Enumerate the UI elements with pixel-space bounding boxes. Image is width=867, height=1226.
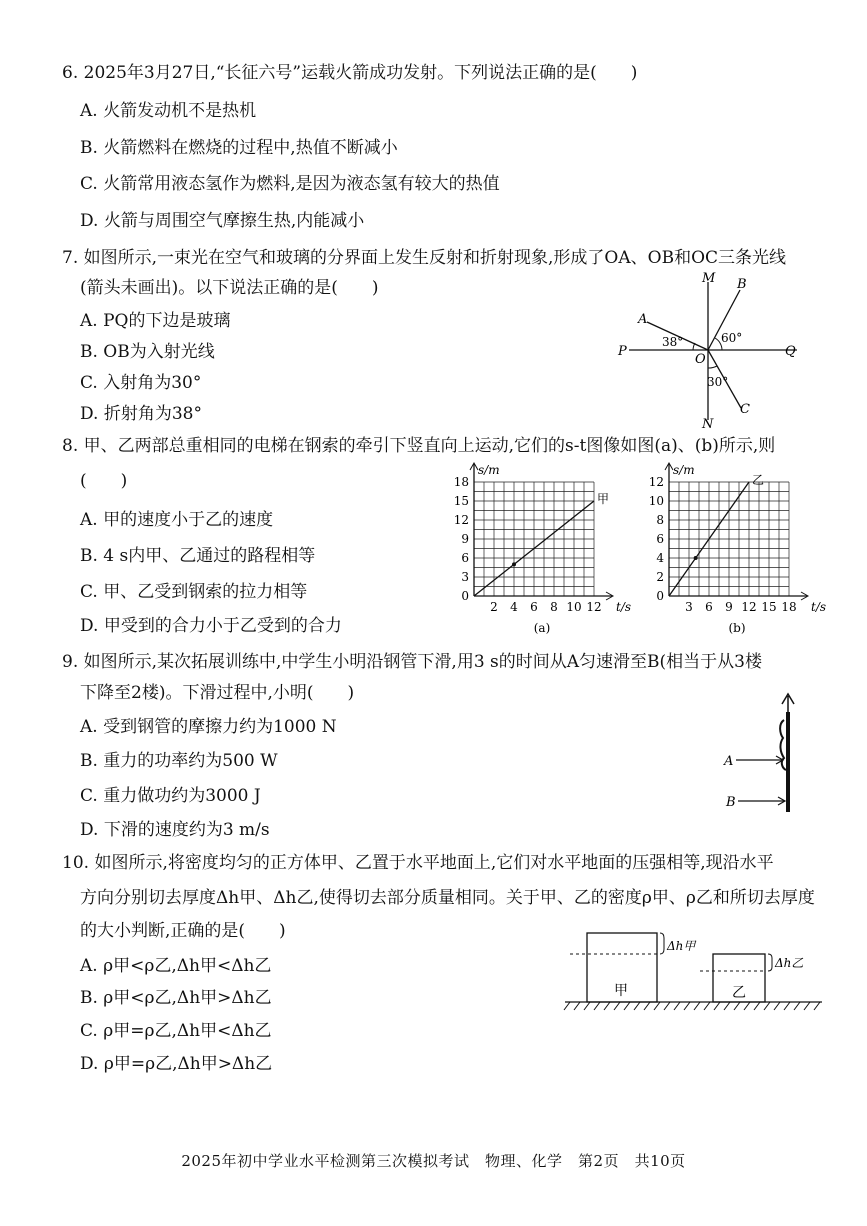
q6-option-b: B. 火箭燃料在燃烧的过程中,热值不断减小 — [80, 138, 398, 158]
q7-stem-line1: 7. 如图所示,一束光在空气和玻璃的分界面上发生反射和折射现象,形成了OA、OB和OC三条光线 — [62, 248, 787, 268]
x-tick-label: 2 — [490, 600, 498, 614]
y-tick-label: 6 — [656, 532, 664, 546]
label-yi: 乙 — [732, 985, 746, 1001]
y-tick-label: 8 — [656, 513, 664, 527]
hatch-mark — [724, 1002, 730, 1010]
hatch-mark — [604, 1002, 610, 1010]
hatch-mark — [574, 1002, 580, 1010]
y-axis-label: s/m — [478, 463, 500, 477]
q8-option-b: B. 4 s内甲、乙通过的路程相等 — [80, 546, 316, 566]
label-dh-yi: Δh乙 — [775, 956, 804, 970]
chart-caption: (a) — [533, 621, 551, 635]
q6-stem: 6. 2025年3月27日,“长征六号”运载火箭成功发射。下列说法正确的是( ) — [62, 63, 638, 83]
q9-stem-line2: 下降至2楼)。下滑过程中,小明( ) — [80, 683, 355, 703]
x-axis-label: t/s — [616, 600, 632, 614]
chart-grid — [474, 482, 594, 596]
hatch-mark — [684, 1002, 690, 1010]
hatch-mark — [594, 1002, 600, 1010]
angle-60-label: 60° — [721, 331, 743, 345]
hatch-mark — [814, 1002, 820, 1010]
y-tick-label: 4 — [656, 551, 664, 565]
x-tick-label: 10 — [566, 600, 582, 614]
q9-option-c: C. 重力做功约为3000 J — [80, 786, 261, 806]
label-b: B — [737, 277, 747, 292]
q6-option-a: A. 火箭发动机不是热机 — [80, 101, 257, 121]
origin-label: 0 — [461, 589, 469, 603]
q7-option-c: C. 入射角为30° — [80, 373, 202, 393]
q8-stem-line1: 8. 甲、乙两部总重相同的电梯在钢索的牵引下竖直向上运动,它们的s-t图像如图(a)、(b)所示,则 — [62, 436, 776, 456]
series-point — [512, 562, 516, 566]
hatch-mark — [704, 1002, 710, 1010]
q9-option-b: B. 重力的功率约为500 W — [80, 751, 278, 771]
ground-hatch — [564, 1002, 820, 1010]
chart-a — [440, 462, 632, 644]
x-tick-label: 4 — [510, 600, 518, 614]
x-tick-label: 8 — [550, 600, 558, 614]
q10-stem-line2: 方向分别切去厚度Δh甲、Δh乙,使得切去部分质量相同。关于甲、乙的密度ρ甲、ρ乙和所切去厚度 — [80, 888, 815, 908]
q8-option-c: C. 甲、乙受到钢索的拉力相等 — [80, 582, 308, 602]
q8-stem-line2: ( ) — [80, 471, 128, 491]
x-tick-label: 9 — [725, 600, 733, 614]
hatch-mark — [794, 1002, 800, 1010]
x-tick-label: 3 — [685, 600, 693, 614]
label-point-a: A — [724, 754, 734, 769]
page-footer: 2025年初中学业水平检测第三次模拟考试 物理、化学 第2页 共10页 — [181, 1152, 686, 1170]
x-tick-label: 6 — [530, 600, 538, 614]
label-point-b: B — [726, 795, 736, 810]
label-m: M — [702, 271, 716, 286]
hatch-mark — [624, 1002, 630, 1010]
series-point — [694, 556, 698, 560]
hatch-mark — [744, 1002, 750, 1010]
brace-jia — [660, 933, 664, 954]
y-tick-label: 10 — [648, 494, 664, 508]
label-jia: 甲 — [614, 983, 628, 999]
q7-stem-line2: (箭头未画出)。以下说法正确的是( ) — [80, 278, 379, 298]
up-arrow-icon — [782, 694, 794, 712]
q9-stem-line1: 9. 如图所示,某次拓展训练中,中学生小明沿钢管下滑,用3 s的时间从A匀速滑至B(相当于从3楼 — [62, 652, 762, 672]
y-tick-label: 18 — [453, 475, 469, 489]
q8-option-a: A. 甲的速度小于乙的速度 — [80, 510, 274, 530]
label-p: P — [618, 344, 627, 359]
q7-option-a: A. PQ的下边是玻璃 — [80, 311, 231, 331]
x-tick-label: 15 — [761, 600, 777, 614]
hatch-mark — [784, 1002, 790, 1010]
y-tick-label: 2 — [656, 570, 664, 584]
y-tick-label: 3 — [461, 570, 469, 584]
y-tick-label: 6 — [461, 551, 469, 565]
label-q: Q — [785, 344, 796, 359]
chart-grid — [669, 482, 789, 596]
hatch-mark — [614, 1002, 620, 1010]
hatch-mark — [774, 1002, 780, 1010]
x-tick-label: 12 — [741, 600, 757, 614]
hatch-mark — [654, 1002, 660, 1010]
hatch-mark — [694, 1002, 700, 1010]
q6-option-c: C. 火箭常用液态氢作为燃料,是因为液态氢有较大的热值 — [80, 174, 500, 194]
person-silhouette-icon — [780, 720, 786, 770]
angle-30-label: 30° — [707, 375, 729, 389]
hatch-mark — [664, 1002, 670, 1010]
x-tick-label: 18 — [781, 600, 797, 614]
y-tick-label: 12 — [648, 475, 664, 489]
label-c: C — [740, 402, 750, 417]
q10-stem-line3: 的大小判断,正确的是( ) — [80, 921, 286, 941]
q10-option-a: A. ρ甲<ρ乙,Δh甲<Δh乙 — [80, 956, 272, 976]
hatch-mark — [804, 1002, 810, 1010]
q6-option-d: D. 火箭与周围空气摩擦生热,内能减小 — [80, 211, 365, 231]
y-tick-label: 12 — [453, 513, 469, 527]
q9-option-a: A. 受到钢管的摩擦力约为1000 N — [80, 717, 337, 737]
label-dh-jia: Δh甲 — [667, 939, 696, 953]
q10-stem-line1: 10. 如图所示,将密度均匀的正方体甲、乙置于水平地面上,它们对水平地面的压强相等,现沿水平 — [62, 853, 774, 873]
origin-label: 0 — [656, 589, 664, 603]
q7-optics-figure — [615, 268, 805, 432]
hatch-mark — [564, 1002, 570, 1010]
q8-option-d: D. 甲受到的合力小于乙受到的合力 — [80, 616, 342, 636]
hatch-mark — [764, 1002, 770, 1010]
series-name-label: 乙 — [752, 473, 765, 487]
y-tick-label: 9 — [461, 532, 469, 546]
hatch-mark — [634, 1002, 640, 1010]
x-axis-label: t/s — [811, 600, 827, 614]
x-tick-label: 6 — [705, 600, 713, 614]
q10-option-d: D. ρ甲=ρ乙,Δh甲>Δh乙 — [80, 1054, 273, 1074]
hatch-mark — [714, 1002, 720, 1010]
arc-30 — [708, 366, 717, 368]
q10-cubes-figure — [560, 925, 830, 1019]
hatch-mark — [674, 1002, 680, 1010]
hatch-mark — [644, 1002, 650, 1010]
steel-pole — [786, 712, 790, 812]
q7-option-d: D. 折射角为38° — [80, 404, 202, 424]
q10-option-c: C. ρ甲=ρ乙,Δh甲<Δh乙 — [80, 1021, 272, 1041]
chart-caption: (b) — [728, 621, 746, 635]
y-tick-label: 15 — [453, 494, 469, 508]
brace-yi — [768, 954, 772, 971]
chart-b — [635, 462, 827, 644]
hatch-mark — [734, 1002, 740, 1010]
q7-option-b: B. OB为入射光线 — [80, 342, 215, 362]
y-axis-label: s/m — [673, 463, 695, 477]
q9-pole-figure — [720, 690, 810, 824]
q10-option-b: B. ρ甲<ρ乙,Δh甲>Δh乙 — [80, 988, 272, 1008]
series-name-label: 甲 — [597, 492, 610, 506]
hatch-mark — [584, 1002, 590, 1010]
hatch-mark — [754, 1002, 760, 1010]
q9-option-d: D. 下滑的速度约为3 m/s — [80, 820, 270, 840]
label-n: N — [702, 417, 714, 432]
arc-38 — [693, 343, 695, 350]
x-tick-label: 12 — [586, 600, 602, 614]
angle-38-label: 38° — [662, 335, 684, 349]
label-a: A — [638, 312, 648, 327]
label-o: O — [695, 352, 706, 367]
